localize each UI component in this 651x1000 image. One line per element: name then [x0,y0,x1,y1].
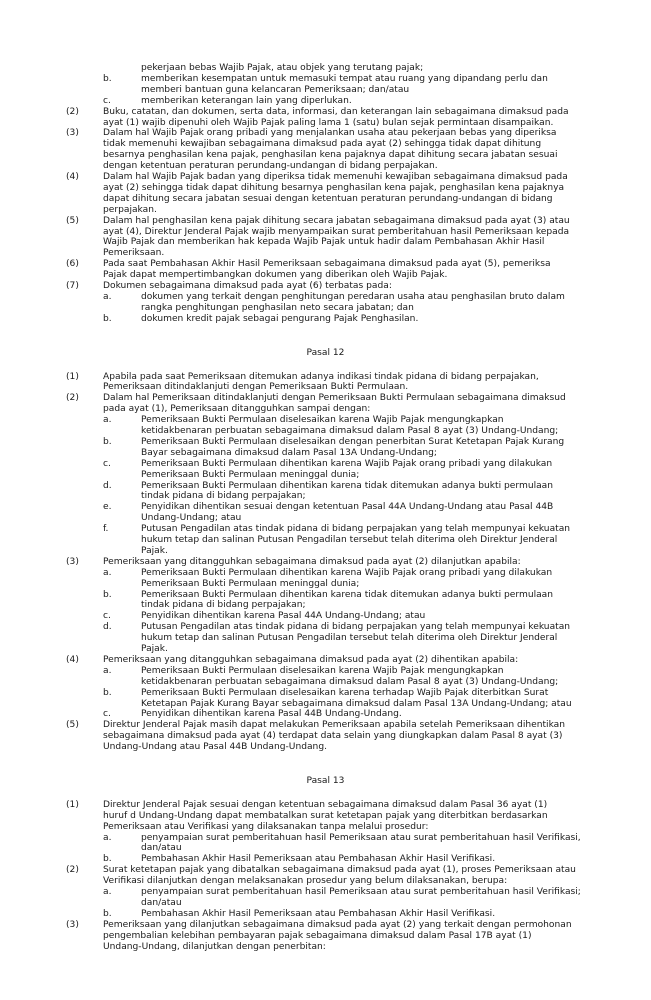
item-letter: d. [103,480,112,491]
text-line: hukum tetap dan salinan Putusan Pengadilan tersebut telah diterima oleh Direktur Jenderal [141,633,558,644]
item-letter: d. [103,622,112,633]
text-line: Putusan Pengadilan atas tindak pidana di bidang perpajakan yang telah mempunyai kekuatan [141,622,571,633]
text-line: Pemeriksaan. [103,248,165,259]
text-line: Direktur Jenderal Pajak sesuai dengan ketentuan sebagaimana dimaksud dalam Pasal 36 ayat (1) [103,799,548,810]
text-line: Dokumen sebagaimana dimaksud pada ayat (6) terbatas pada: [103,281,392,291]
text-line: sebagaimana dimaksud pada ayat (4) terdapat data selain yang diungkapkan dalam Pasal 8 ayat (3) [103,731,563,742]
text-line: Dalam hal Wajib Pajak badan yang diperiksa tidak memenuhi kewajiban sebagaimana dimaksud pada [103,172,568,182]
paragraph-number: (1) [66,371,79,382]
text-line: ketidakbenaran perbuatan sebagaimana dimaksud dalam Pasal 8 ayat (3) Undang-Undang; [141,676,559,687]
text-line: dokumen kredit pajak sebagai pengurang Pajak Penghasilan. [141,313,419,324]
text-line: Pemeriksaan yang dilanjutkan sebagaimana dimaksud pada ayat (2) yang terkait dengan permohonan [103,919,572,930]
paragraph-number: (4) [66,172,79,182]
text-line: pekerjaan bebas Wajib Pajak, atau objek yang terutang pajak; [141,63,424,73]
text-line: hukum tetap dan salinan Putusan Pengadilan tersebut telah diterima oleh Direktur Jenderal [141,535,558,545]
text-line: dan/atau [141,897,182,908]
text-line: ayat (1) wajib dipenuhi oleh Wajib Pajak paling lama 1 (satu) bulan sejak permintaan disampaikan. [103,117,554,128]
paragraph-number: (1) [66,799,79,810]
text-line: Pemeriksaan Bukti Permulaan dihentikan karena Wajib Pajak orang pribadi yang dilakukan [141,567,553,578]
text-line: Pembahasan Akhir Hasil Pemeriksaan atau Pembahasan Akhir Hasil Verifikasi. [141,854,496,865]
text-line: Bayar sebagaimana dimaksud dalam Pasal 13A Undang-Undang; [141,447,437,458]
paragraph-number: (3) [66,919,79,930]
item-letter: a. [103,665,112,676]
paragraph-number: (7) [66,281,79,291]
text-line: Pemeriksaan Bukti Permulaan diselesaikan karena Wajib Pajak mengungkapkan [141,415,504,426]
text-line: Putusan Pengadilan atas tindak pidana di bidang perpajakan yang telah mempunyai kekuatan [141,524,571,535]
item-letter: b. [103,854,112,865]
text-line: penyampaian surat pemberitahuan hasil Pemeriksaan atau surat pemberitahuan hasil Verifikasi, [141,832,581,843]
text-line: Dalam hal penghasilan kena pajak dihitung secara jabatan sebagaimana dimaksud pada ayat (3) atau [103,215,570,226]
item-letter: c. [103,458,111,469]
text-line: Pajak. [141,644,168,654]
text-line: Wajib Pajak dan memberikan hak kepada Wajib Pajak untuk hadir dalam Pembahasan Akhir Hasil [103,237,545,248]
text-line: tidak memenuhi kewajiban sebagaimana dimaksud pada ayat (2) sehingga tidak dapat dihitung [103,139,542,150]
text-line: Penyidikan dihentikan karena Pasal 44A Undang-Undang; atau [141,611,426,622]
item-letter: b. [103,687,112,698]
text-line: Pajak. [141,545,168,556]
item-letter: c. [103,95,111,106]
text-line: Penyidikan dihentikan sesuai dengan ketentuan Pasal 44A Undang-Undang atau Pasal 44B [141,502,554,513]
text-line: Pemeriksaan Bukti Permulaan dihentikan karena Wajib Pajak orang pribadi yang dilakukan [141,458,553,469]
text-line: Pemeriksaan Bukti Permulaan diselesaikan karena terhadap Wajib Pajak diterbitkan Surat [141,687,549,698]
text-line: besarnya penghasilan kena pajak, penghasilan kena pajaknya dapat dihitung secara jabatan sesuai [103,150,558,161]
text-line: tindak pidana di bidang perpajakan; [141,600,306,611]
text-line: Pemeriksaan Bukti Permulaan dihentikan karena tidak ditemukan adanya bukti permulaan [141,480,554,491]
text-line: Undang-Undang, dilanjutkan dengan penerbitan: [103,941,326,952]
text-line: Ketetapan Pajak Kurang Bayar sebagaimana dimaksud dalam Pasal 13A Undang-Undang; atau [141,698,572,709]
item-letter: b. [103,313,112,324]
text-line: Dalam hal Pemeriksaan ditindaklanjuti dengan Pemeriksaan Bukti Permulaan sebagaimana dimaksud [103,393,566,404]
text-line: Pembahasan Akhir Hasil Pemeriksaan atau Pembahasan Akhir Hasil Verifikasi. [141,908,496,919]
text-line: huruf d Undang-Undang dapat membatalkan surat ketetapan pajak yang diterbitkan berdasarkan [103,810,548,821]
item-letter: c. [103,611,111,622]
text-line: dokumen yang terkait dengan penghitungan peredaran usaha atau penghasilan bruto dalam [141,291,565,302]
paragraph-number: (2) [66,106,79,117]
text-line: rangka penghitungan penghasilan neto secara jabatan; dan [141,302,414,313]
text-line: Pajak dapat mempertimbangkan dokumen yang diberikan oleh Wajib Pajak. [103,270,448,281]
text-line: memberikan kesempatan untuk memasuki tempat atau ruang yang dipandang perlu dan [141,73,548,84]
text-line: Undang-Undang atau Pasal 44B Undang-Undang. [103,742,327,753]
text-line: ayat (2) sehingga tidak dapat dihitung besarnya penghasilan kena pajak, penghasilan kena pajaknya [103,182,565,193]
text-line: Pemeriksaan Bukti Permulaan diselesaikan karena Wajib Pajak mengungkapkan [141,665,504,676]
text-line: Apabila pada saat Pemeriksaan ditemukan adanya indikasi tindak pidana di bidang perpajakan, [103,371,539,382]
text-line: memberi bantuan guna kelancaran Pemeriksaan; dan/atau [141,84,410,95]
text-line: pada ayat (1), Pemeriksaan ditangguhkan sampai dengan: [103,404,371,415]
item-letter: b. [103,436,112,447]
paragraph-number: (3) [66,556,79,567]
section-heading: Pasal 13 [306,775,345,786]
item-letter: a. [103,887,112,897]
item-letter: a. [103,291,112,302]
item-letter: a. [103,832,112,843]
paragraph-number: (5) [66,215,79,226]
paragraph-number: (2) [66,393,79,404]
text-line: Pemeriksaan Bukti Permulaan dihentikan karena tidak ditemukan adanya bukti permulaan [141,589,554,600]
paragraph-number: (5) [66,720,79,731]
paragraph-number: (2) [66,865,79,876]
text-line: Dalam hal Wajib Pajak orang pribadi yang menjalankan usaha atau pekerjaan bebas yang diperiksa [103,128,557,139]
text-line: Pemeriksaan Bukti Permulaan meninggal dunia; [141,469,360,480]
text-line: Pemeriksaan Bukti Permulaan meninggal dunia; [141,578,360,589]
item-letter: a. [103,415,112,426]
text-line: Verifikasi dilanjutkan dengan melaksanakan prosedur yang belum dilaksanakan, berupa: [103,876,508,887]
text-line: Direktur Jenderal Pajak masih dapat melakukan Pemeriksaan apabila setelah Pemeriksaan dihentikan [103,720,566,731]
text-line: dan/atau [141,843,182,854]
section-heading: Pasal 12 [306,347,345,358]
text-line: Pemeriksaan atau Verifikasi yang dilaksanakan tanpa melalui prosedur: [103,821,429,832]
text-line: Undang-Undang; atau [141,513,242,524]
paragraph-number: (4) [66,654,79,665]
text-line: ayat (4), Direktur Jenderal Pajak wajib menyampaikan surat pemberitahuan hasil Pemeriksaan kepada [103,226,570,237]
paragraph-number: (6) [66,259,79,270]
item-letter: a. [103,567,112,578]
text-line: Surat ketetapan pajak yang dibatalkan sebagaimana dimaksud pada ayat (1), proses Pemeriksaan atau [103,865,576,876]
text-line: dapat dihitung secara jabatan sesuai dengan ketentuan peraturan perundang-undangan di bidang [103,193,553,204]
text-line: Pada saat Pembahasan Akhir Hasil Pemeriksaan sebagaimana dimaksud pada ayat (5), pemeriksa [103,259,551,270]
text-line: pengembalian kelebihan pembayaran pajak sebagaimana dimaksud dalam Pasal 17B ayat (1) [103,930,532,941]
text-line: Pemeriksaan yang ditangguhkan sebagaimana dimaksud pada ayat (2) dilanjutkan apabila: [103,556,521,567]
text-line: Pemeriksaan ditindaklanjuti dengan Pemeriksaan Bukti Permulaan. [103,382,409,393]
item-letter: b. [103,908,112,919]
paragraph-number: (3) [66,128,79,139]
text-line: Pemeriksaan Bukti Permulaan diselesaikan dengan penerbitan Surat Ketetapan Pajak Kurang [141,436,565,447]
text-line: Penyidikan dihentikan karena Pasal 44B Undang-Undang. [141,709,402,720]
text-line: penyampaian surat pemberitahuan hasil Pemeriksaan atau surat pemberitahuan hasil Verifikasi; [141,887,581,897]
text-line: dengan ketentuan peraturan perundang-undangan di bidang perpajakan. [103,161,438,172]
text-line: Pemeriksaan yang ditangguhkan sebagaimana dimaksud pada ayat (2) dihentikan apabila: [103,654,519,665]
text-line: Buku, catatan, dan dokumen, serta data, informasi, dan keterangan lain sebagaimana dimaksud pada [103,106,569,117]
item-letter: b. [103,73,112,84]
item-letter: c. [103,709,111,720]
text-line: memberikan keterangan lain yang diperlukan. [141,95,352,106]
text-line: tindak pidana di bidang perpajakan; [141,491,306,502]
item-letter: f. [103,524,109,535]
text-line: ketidakbenaran perbuatan sebagaimana dimaksud dalam Pasal 8 ayat (3) Undang-Undang; [141,426,559,436]
text-line: perpajakan. [103,204,157,215]
item-letter: e. [103,502,112,513]
item-letter: b. [103,589,112,600]
